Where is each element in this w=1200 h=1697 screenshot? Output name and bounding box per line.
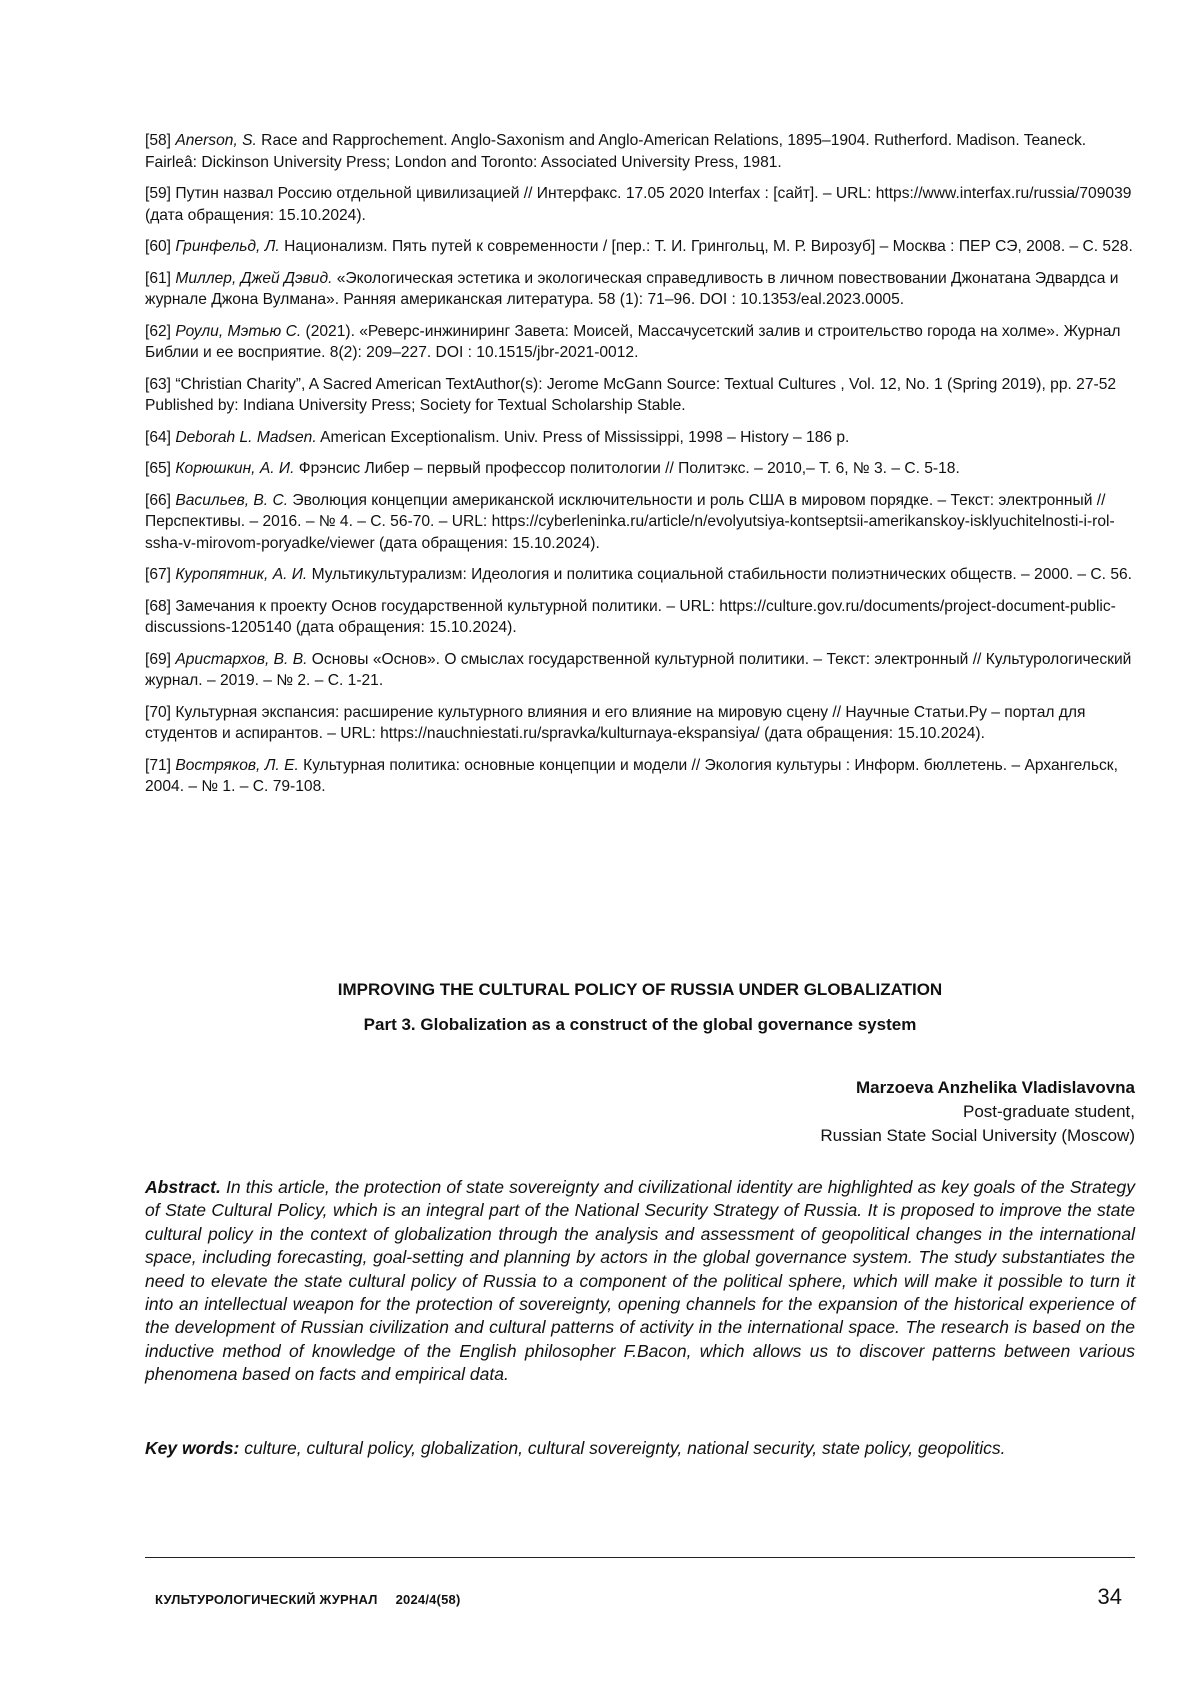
reference-item: [58] Anerson, S. Race and Rapprochement. Anglo-Saxonism and Anglo-American Relations, 1895–1904. Rutherford. Madison. Teaneck. Fairleâ: Dickinson University Press; London and Toronto: Associated University Press, 1981. [145,132,1087,171]
page-number: 34 [1097,1584,1122,1609]
reference-item: [63] “Christian Charity”, A Sacred American TextAuthor(s): Jerome McGann Source: Textual Cultures , Vol. 12, No. 1 (Spring 2019), pp. 27-52 Published by: Indiana University Press; Society for Textual Scholarship Stable. [145,375,1117,414]
reference-item: [59] Путин назвал Россию отдельной цивилизацией // Интерфакс. 17.05 2020 Interfax : [сайт]. – URL: https://www.interfax.ru/russia/709039 (дата обращения: 15.10.2024). [145,185,1132,224]
footer-journal [155,1592,460,1607]
reference-item: [69] Аристархов, В. В. Основы «Основ». О смыслах государственной культурной политики. – Текст: электронный // Культурологический журнал. – 2019. – № 2. – С. 1-21. [145,650,1132,689]
reference-item: [65] Корюшкин, А. И. Фрэнсис Либер – первый профессор политологии // Политэкс. – 2010,– Т. 6, № 3. – С. 5-18. [145,460,960,477]
reference-item: [70] Культурная экспансия: расширение культурного влияния и его влияние на мировую сцену // Научные Статьи.Ру – портал для студентов и аспирантов. – URL: https://nauchniestati.ru/spravka/kulturnaya-ekspansiya/ (дата обращения: 15.10.2024). [145,703,1086,742]
reference-item: [60] Гринфельд, Л. Национализм. Пять путей к современности / [пер.: Т. И. Грингольц, М. Р. Вирозуб] – Москва : ПЕР СЭ, 2008. – С. 528. [145,238,1133,255]
reference-item: [61] Миллер, Джей Дэвид. «Экологическая эстетика и экологическая справедливость в личном повествовании Джонатана Эдвардса и журнале Джона Вулмана». Ранняя американская литература. 58 (1): 71–96. DOI : 10.1353/eal.2023.0005. [145,269,1119,308]
author-affiliation: Russian State Social University (Moscow) [820,1126,1135,1145]
abstract [145,1176,1135,1387]
keywords [145,1437,1135,1460]
author-position: Post-graduate student, [962,1102,1135,1121]
reference-item: [64] Deborah L. Madsen. American Exceptionalism. Univ. Press of Mississippi, 1998 – History – 186 p. [145,428,850,446]
article-title: IMPROVING THE CULTURAL POLICY OF RUSSIA UNDER GLOBALIZATION [337,980,943,999]
author-name: Marzoeva Anzhelika Vladislavovna [855,1078,1135,1097]
reference-item: [66] Васильев, В. С. Эволюция концепции американской исключительности и роль США в мировом порядке. – Текст: электронный // Перспективы. – 2016. – № 4. – С. 56-70. – URL: https://cyberleninka.ru/article/n/evolyutsiya-kontseptsii-amerikanskoy-isklyuchitelnosti-i-rol-ssha-v-mirovom-poryadke/viewer (дата обращения: 15.10.2024). [145,491,1115,552]
journal-issue: 2024/4(58) [395,1592,461,1607]
keywords-label: Key words: [145,1438,240,1458]
reference-item: [67] Куропятник, А. И. Мультикультурализм: Идеология и политика социальной стабильности полиэтнических обществ. – 2000. – С. 56. [145,566,1133,583]
footer-divider [145,1557,1135,1558]
reference-item: [62] Роули, Мэтью С. (2021). «Реверс-инжиниринг Завета: Моисей, Массачусетский залив и строительство города на холме». Журнал Библии и ее восприятие. 8(2): 209–227. DOI : 10.1515/jbr-2021-0012. [145,322,1121,361]
reference-list [145,130,1135,808]
abstract-text: In this article, the protection of state sovereignty and civilizational identity are highlighted as key goals of the Strategy of State Cultural Policy, which is an integral part of the National Security Strategy of Russia. It is proposed to improve the state cultural policy in the context of globalization through the analysis and assessment of geopolitical changes in the international space, including forecasting, goal-setting and planning by actors in the global governance system. The study substantiates the need to elevate the state cultural policy of Russia to a component of the political sphere, which will make it possible to turn it into an intellectual weapon for the protection of sovereignty, opening channels for the expansion of the historical experience of the development of Russian civilization and cultural patterns of activity in the international space. The research is based on the inductive method of knowledge of the English philosopher F.Bacon, which allows us to discover patterns between various phenomena based on facts and empirical data. [145,1177,1135,1385]
keywords-text: culture, cultural policy, globalization, cultural sovereignty, national security, state policy, geopolitics. [239,1438,1006,1458]
article-subtitle: Part 3. Globalization as a construct of the global governance system [363,1015,917,1034]
abstract-label: Abstract. [145,1177,221,1197]
journal-name: КУЛЬТУРОЛОГИЧЕСКИЙ ЖУРНАЛ [155,1592,378,1607]
reference-item: [68] Замечания к проекту Основ государственной культурной политики. – URL: https://culture.gov.ru/documents/project-document-public-discussions-1205140 (дата обращения: 15.10.2024). [145,597,1116,636]
reference-item: [71] Востряков, Л. Е. Культурная политика: основные концепции и модели // Экология культуры : Информ. бюллетень. – Архангельск, 2004. – № 1. – С. 79-108. [145,756,1118,795]
